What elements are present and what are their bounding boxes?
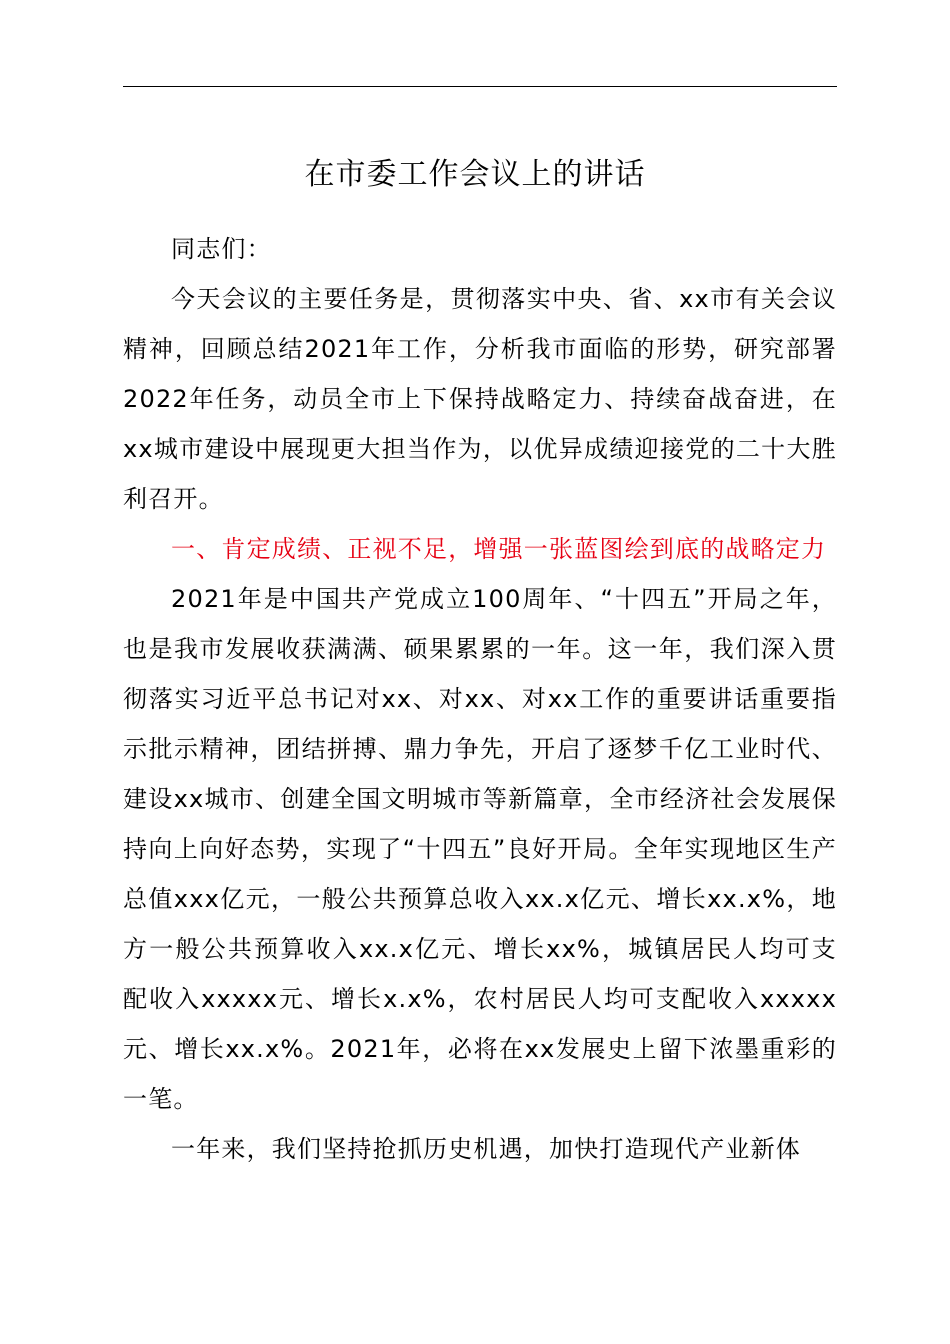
intro-paragraph: 今天会议的主要任务是，贯彻落实中央、省、xx市有关会议精神，回顾总结2021年工作，分析我市面临的形势，研究部署2022年任务，动员全市上下保持战略定力、持续奋战奋进，在xx城市建设中展现更大担当作为，以优异成绩迎接党的二十大胜利召开。 bbox=[123, 285, 837, 513]
salutation: 同志们： bbox=[171, 235, 272, 263]
section-paragraph: 2021年是中国共产党成立100周年、“十四五”开局之年，也是我市发展收获满满、硕果累累的一年。这一年，我们深入贯彻落实习近平总书记对xx、对xx、对xx工作的重要讲话重要指示批示精神，团结拼搏、鼎力争先，开启了逐梦千亿工业时代、建设xx城市、创建全国文明城市等新篇章，全市经济社会发展保持向上向好态势，实现了“十四五”良好开局。全年实现地区生产总值xxx亿元，一般公共预算总收入xx.x亿元、增长xx.x%，地方一般公共预算收入xx.x亿元、增长xx%，城镇居民人均可支配收入xxxxx元、增长x.x%，农村居民人均可支配收入xxxxx元、增长xx.x%。2021年，必将在xx发展史上留下浓墨重彩的一笔。 bbox=[123, 585, 837, 1113]
header-rule bbox=[123, 86, 837, 87]
section-paragraph: 一年来，我们坚持抢抓历史机遇，加快打造现代产业新体 bbox=[171, 1135, 801, 1163]
document-body bbox=[123, 224, 837, 1174]
section-heading: 一、肯定成绩、正视不足，增强一张蓝图绘到底的战略定力 bbox=[171, 535, 827, 563]
page-title: 在市委工作会议上的讲话 bbox=[304, 157, 646, 192]
